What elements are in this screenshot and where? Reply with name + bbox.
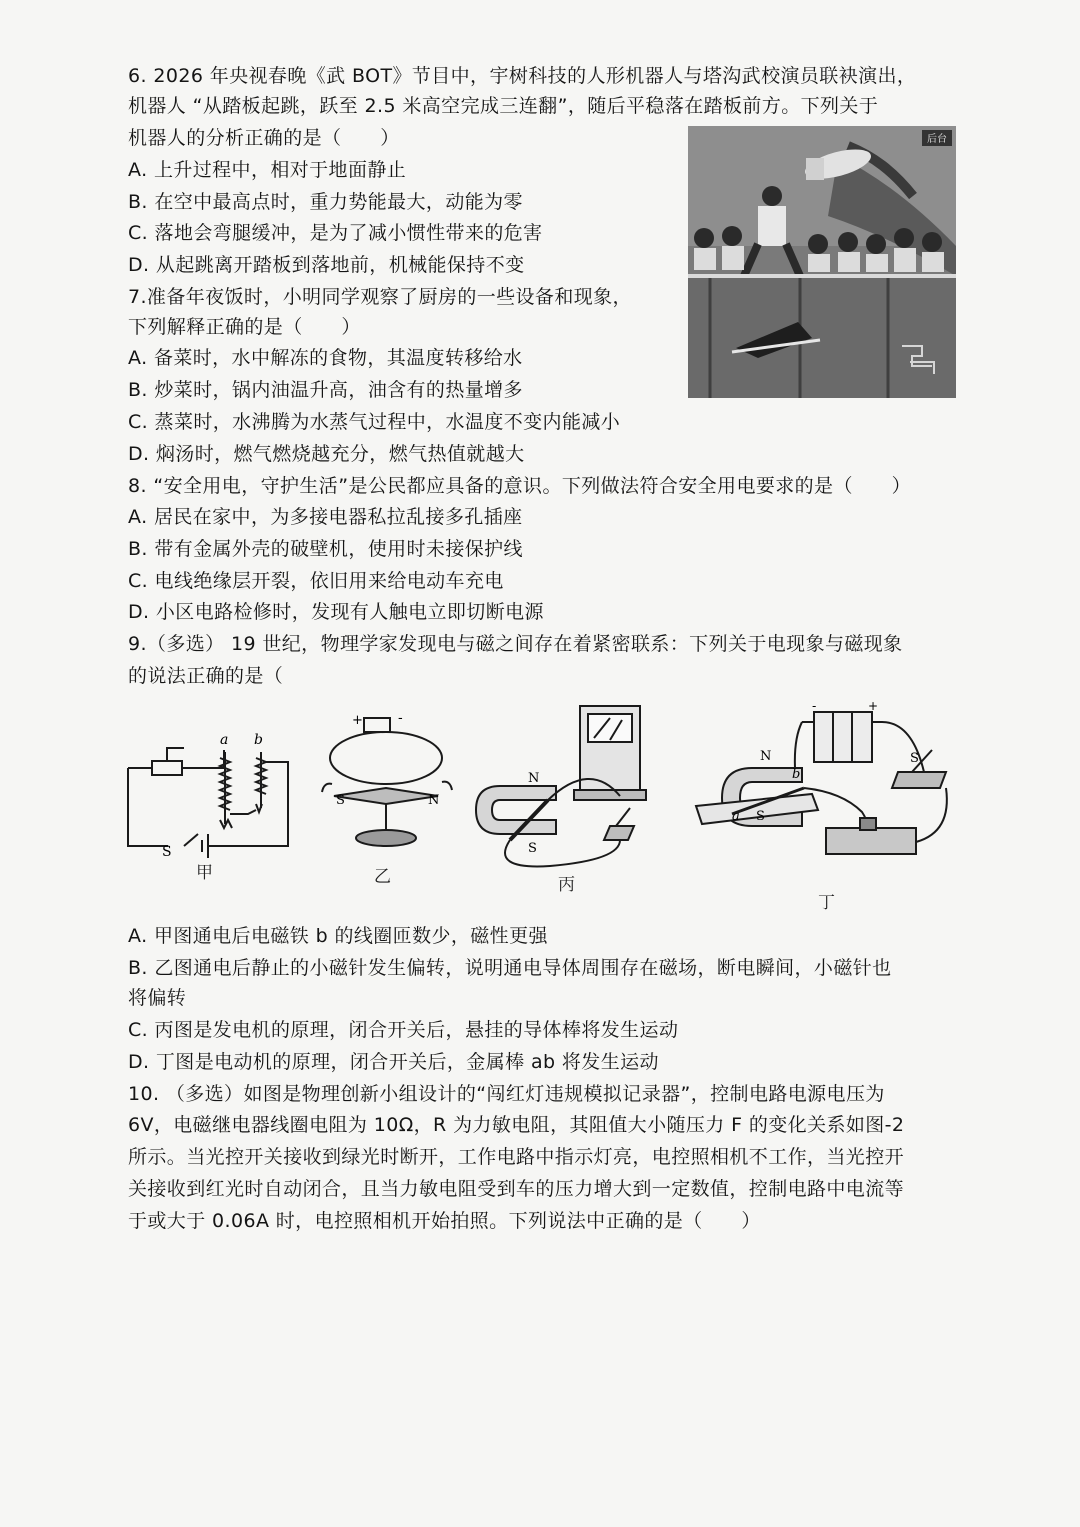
figure-ding-north: N	[760, 749, 772, 764]
q6-option-d: D. 从起跳离开踏板到落地前，机械能保持不变	[128, 254, 525, 276]
figure-ding-label-b: b	[792, 767, 801, 782]
q8-option-b: B. 带有金属外壳的破壁机，使用时未接保护线	[128, 538, 523, 560]
photo-corner-badge: 后台	[927, 134, 947, 145]
q9-option-c: C. 丙图是发电机的原理，闭合开关后，悬挂的导体棒将发生运动	[128, 1019, 679, 1041]
q6-stem-line-1: 6. 2026 年央视春晚《武 BOT》节目中，宇树科技的人形机器人与塔沟武校演员联袂演出，	[128, 65, 917, 87]
figure-yi-north: N	[428, 793, 440, 808]
q9-stem-line-2: 的说法正确的是（	[128, 665, 284, 687]
q6-option-b: B. 在空中最高点时，重力势能最大，动能为零	[128, 191, 523, 213]
q10-line-4: 关接收到红光时自动闭合，且当力敏电阻受到车的压力增大到一定数值，控制电路中电流等	[128, 1178, 905, 1200]
figure-yi-caption: 乙	[374, 867, 391, 887]
figure-ding-caption: 丁	[818, 893, 835, 913]
q7-option-c: C. 蒸菜时，水沸腾为水蒸气过程中，水温度不变内能减小	[128, 411, 621, 433]
figure-yi	[316, 700, 466, 887]
q8-option-c: C. 电线绝缘层开裂，依旧用来给电动车充电	[128, 570, 504, 592]
q8-option-a: A. 居民在家中，为多接电器私拉乱接多孔插座	[128, 506, 523, 528]
figure-bing-north: N	[528, 771, 540, 786]
q9-option-b: B. 乙图通电后静止的小磁针发生偏转，说明通电导体周围存在磁场，断电瞬间，小磁针也	[128, 957, 892, 979]
figure-ding-switch-label: S	[910, 751, 919, 766]
q8-option-d: D. 小区电路检修时，发现有人触电立即切断电源	[128, 601, 544, 623]
figure-ding-label-a: a	[732, 809, 740, 824]
q10-line-5: 于或大于 0.06A 时，电控照相机开始拍照。下列说法中正确的是（ ）	[128, 1210, 761, 1232]
q7-option-b: B. 炒菜时，锅内油温升高，油含有的热量增多	[128, 379, 523, 401]
q7-option-d: D. 焖汤时，燃气燃烧越充分，燃气热值就越大	[128, 443, 525, 465]
q10-line-3: 所示。当光控开关接收到绿光时断开，工作电路中指示灯亮，电控照相机不工作，当光控开	[128, 1146, 905, 1168]
q9-option-b-continued: 将偏转	[128, 987, 187, 1009]
figure-bing	[470, 700, 650, 895]
figure-jia-switch-label: S	[162, 844, 172, 860]
figure-jia	[124, 728, 294, 883]
q9-option-d: D. 丁图是电动机的原理，闭合开关后，金属棒 ab 将发生运动	[128, 1051, 659, 1073]
figure-bing-caption: 丙	[558, 875, 575, 895]
figure-yi-south: S	[336, 793, 345, 808]
q7-stem-line-2: 下列解释正确的是（ ）	[128, 316, 361, 338]
q6-option-a: A. 上升过程中，相对于地面静止	[128, 159, 407, 181]
figure-ding-plus: +	[868, 702, 879, 713]
figure-ding-south: S	[756, 809, 765, 824]
figure-jia-caption: 甲	[196, 863, 213, 883]
figure-jia-label-a: a	[220, 732, 229, 748]
robot-performance-photo	[688, 126, 956, 398]
figure-bing-south: S	[528, 841, 537, 856]
q9-stem-line-1: 9.（多选） 19 世纪，物理学家发现电与磁之间存在着紧密联系：下列关于电现象与磁现象	[128, 633, 903, 655]
figure-jia-label-b: b	[254, 732, 263, 748]
figure-yi-minus: -	[398, 711, 403, 726]
q7-stem-line-1: 7.准备年夜饭时，小明同学观察了厨房的一些设备和现象，	[128, 286, 632, 308]
q6-option-c: C. 落地会弯腿缓冲，是为了减小惯性带来的危害	[128, 222, 543, 244]
figure-ding	[692, 702, 964, 912]
q8-stem: 8. “安全用电，守护生活”是公民都应具备的意识。下列做法符合安全用电要求的是（ ）	[128, 475, 912, 497]
q7-option-a: A. 备菜时，水中解冻的食物，其温度转移给水	[128, 347, 523, 369]
q10-line-1: 10. （多选）如图是物理创新小组设计的“闯红灯违规模拟记录器”，控制电路电源电压为	[128, 1083, 885, 1105]
q10-line-2: 6V，电磁继电器线圈电阻为 10Ω，R 为力敏电阻，其阻值大小随压力 F 的变化关系如图-2	[128, 1114, 905, 1136]
figure-ding-minus: -	[812, 702, 817, 713]
q6-stem-line-3: 机器人的分析正确的是（ ）	[128, 127, 400, 149]
q6-stem-line-2: 机器人 “从踏板起跳，跃至 2.5 米高空完成三连翻”，随后平稳落在踏板前方。下列关于	[128, 95, 879, 117]
figure-yi-plus: +	[352, 713, 363, 728]
q9-option-a: A. 甲图通电后电磁铁 b 的线圈匝数少，磁性更强	[128, 925, 548, 947]
